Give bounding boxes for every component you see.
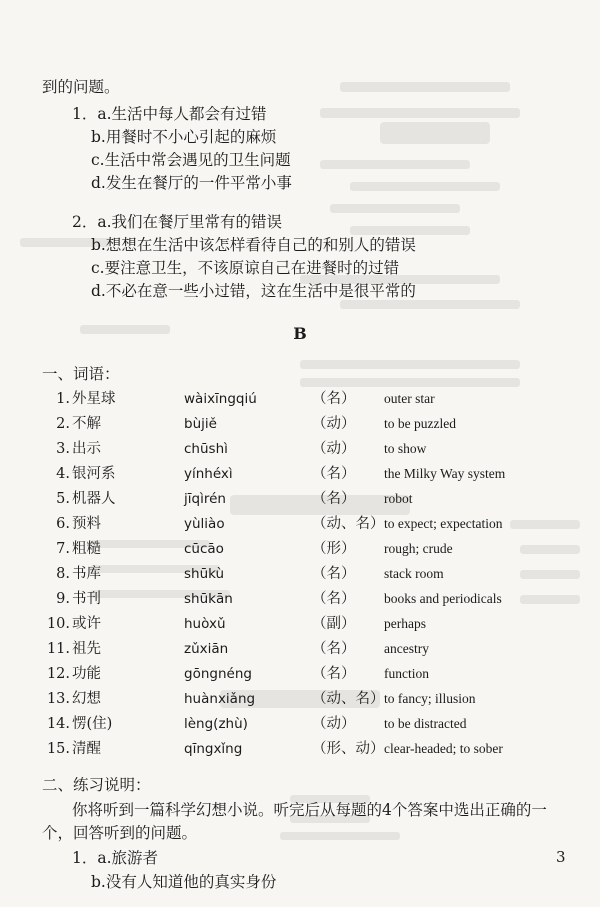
vocab-word: 不解 bbox=[72, 416, 101, 432]
vocab-english: rough; crude bbox=[384, 541, 453, 556]
vocab-pinyin: cūcāo bbox=[184, 541, 224, 557]
vocab-english: clear-headed; to sober bbox=[384, 741, 503, 756]
vocab-number: 14. bbox=[46, 716, 70, 732]
vocab-word: 机器人 bbox=[72, 491, 116, 507]
vocab-pinyin: qīngxǐng bbox=[184, 741, 243, 757]
vocab-pinyin: wàixīngqiú bbox=[184, 391, 257, 407]
vocab-part-of-speech: （形） bbox=[312, 541, 356, 557]
vocab-number: 4. bbox=[56, 466, 70, 482]
q2-option-b: b.想想在生活中该怎样看待自己的和别人的错误 bbox=[91, 236, 416, 254]
vocab-english: function bbox=[384, 666, 429, 681]
vocab-number: 13. bbox=[46, 691, 70, 707]
vocab-english: to be puzzled bbox=[384, 416, 456, 431]
vocab-english: outer star bbox=[384, 391, 435, 406]
vocab-word: 外星球 bbox=[72, 391, 116, 407]
practice-heading: 二、练习说明： bbox=[42, 776, 151, 794]
vocab-number: 10. bbox=[46, 616, 70, 632]
vocab-number: 3. bbox=[56, 441, 70, 457]
vocab-part-of-speech: （动、名） bbox=[312, 516, 385, 532]
vocab-part-of-speech: （动） bbox=[312, 716, 356, 732]
q1-option-c: c.生活中常会遇见的卫生问题 bbox=[91, 151, 291, 169]
vocab-pinyin: shūkù bbox=[184, 566, 225, 582]
vocab-pinyin: yínhéxì bbox=[184, 466, 233, 482]
vocab-number: 1. bbox=[56, 391, 70, 407]
vocab-english: perhaps bbox=[384, 616, 426, 631]
section-b-heading: B bbox=[293, 324, 307, 343]
vocab-pinyin: gōngnéng bbox=[184, 666, 252, 682]
vocab-part-of-speech: （名） bbox=[312, 491, 356, 507]
vocab-number: 9. bbox=[56, 591, 70, 607]
vocab-part-of-speech: （形、动） bbox=[312, 741, 385, 757]
vocab-part-of-speech: （动） bbox=[312, 416, 356, 432]
page-number: 3 bbox=[556, 848, 566, 866]
q2-option-c: c.要注意卫生，不该原谅自己在进餐时的过错 bbox=[91, 259, 400, 277]
vocab-number: 8. bbox=[56, 566, 70, 582]
vocab-part-of-speech: （名） bbox=[312, 566, 356, 582]
vocab-heading: 一、词语： bbox=[42, 365, 120, 383]
vocab-number: 12. bbox=[46, 666, 70, 682]
vocab-english: stack room bbox=[384, 566, 444, 581]
vocab-pinyin: lèng(zhù) bbox=[184, 716, 248, 732]
q1-option-d: d.发生在餐厅的一件平常小事 bbox=[91, 174, 292, 192]
vocab-part-of-speech: （名） bbox=[312, 666, 356, 682]
vocab-word: 预料 bbox=[72, 516, 101, 532]
vocab-number: 2. bbox=[56, 416, 70, 432]
vocab-part-of-speech: （动） bbox=[312, 441, 356, 457]
vocab-pinyin: bùjiě bbox=[184, 416, 217, 432]
q2-option-d: d.不必在意一些小过错，这在生活中是很平常的 bbox=[91, 282, 416, 300]
vocab-part-of-speech: （名） bbox=[312, 641, 356, 657]
vocab-pinyin: huànxiǎng bbox=[184, 691, 256, 707]
vocab-pinyin: huòxǔ bbox=[184, 616, 226, 632]
vocab-number: 15. bbox=[46, 741, 70, 757]
practice-instructions-line-2: 个，回答听到的问题。 bbox=[42, 824, 198, 842]
intro-line: 到的问题。 bbox=[42, 78, 120, 96]
vocab-number: 7. bbox=[56, 541, 70, 557]
vocab-word: 祖先 bbox=[72, 641, 101, 657]
vocab-part-of-speech: （名） bbox=[312, 391, 356, 407]
q1-option-a: 1．a.生活中每人都会有过错 bbox=[72, 105, 267, 123]
vocab-english: books and periodicals bbox=[384, 591, 502, 606]
vocab-part-of-speech: （副） bbox=[312, 616, 356, 632]
practice-instructions-line-1: 你将听到一篇科学幻想小说。听完后从每题的4个答案中选出正确的一 bbox=[72, 801, 547, 819]
vocab-english: robot bbox=[384, 491, 413, 506]
vocab-word: 书库 bbox=[72, 566, 101, 582]
q1-option-b: b.用餐时不小心引起的麻烦 bbox=[91, 128, 277, 146]
vocab-word: 功能 bbox=[72, 666, 101, 682]
vocab-pinyin: chūshì bbox=[184, 441, 228, 457]
vocab-english: to be distracted bbox=[384, 716, 467, 731]
vocab-word: 出示 bbox=[72, 441, 101, 457]
vocab-english: ancestry bbox=[384, 641, 429, 656]
q3-option-b: b.没有人知道他的真实身份 bbox=[91, 873, 277, 891]
vocab-word: 书刊 bbox=[72, 591, 101, 607]
vocab-number: 5. bbox=[56, 491, 70, 507]
vocab-pinyin: shūkān bbox=[184, 591, 233, 607]
vocab-pinyin: yùliào bbox=[184, 516, 225, 532]
vocab-number: 6. bbox=[56, 516, 70, 532]
vocab-english: to show bbox=[384, 441, 427, 456]
vocab-word: 愣(住) bbox=[72, 716, 113, 732]
vocab-part-of-speech: （名） bbox=[312, 466, 356, 482]
vocab-part-of-speech: （动、名） bbox=[312, 691, 385, 707]
vocab-english: the Milky Way system bbox=[384, 466, 506, 481]
vocab-word: 粗糙 bbox=[72, 541, 101, 557]
vocab-word: 或许 bbox=[72, 616, 101, 632]
q2-option-a: 2．a.我们在餐厅里常有的错误 bbox=[72, 213, 283, 231]
vocab-word: 幻想 bbox=[72, 691, 101, 707]
vocab-word: 清醒 bbox=[72, 741, 101, 757]
vocab-word: 银河系 bbox=[72, 466, 116, 482]
vocab-english: to expect; expectation bbox=[384, 516, 503, 531]
vocab-pinyin: zǔxiān bbox=[184, 641, 229, 657]
vocab-english: to fancy; illusion bbox=[384, 691, 476, 706]
vocab-pinyin: jīqìrén bbox=[184, 491, 226, 507]
vocab-part-of-speech: （名） bbox=[312, 591, 356, 607]
vocab-number: 11. bbox=[46, 641, 70, 657]
q3-option-a: 1．a.旅游者 bbox=[72, 849, 159, 867]
